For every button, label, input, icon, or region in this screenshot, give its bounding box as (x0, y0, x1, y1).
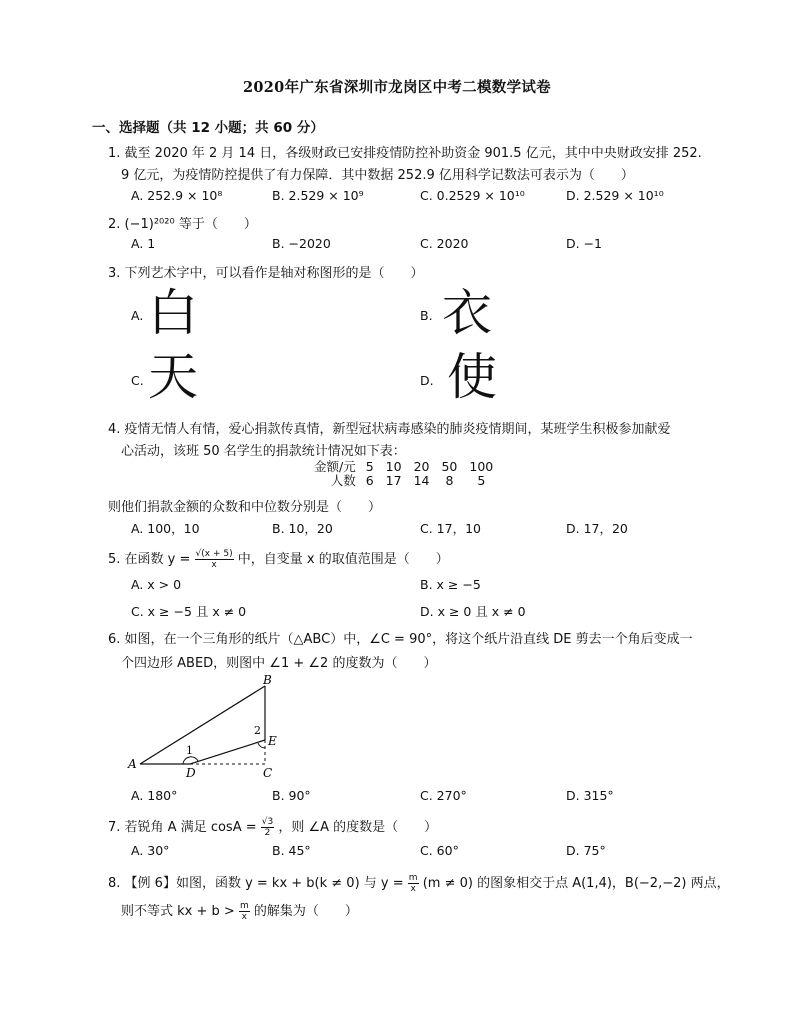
q3-label-d: D. (420, 373, 434, 388)
q4-line3: 则他们捐款金额的众数和中位数分别是（ ） (108, 500, 382, 515)
q5-line1 (108, 548, 449, 570)
q7-suffix: ，则 ∠A 的度数是（ ） (278, 820, 438, 835)
q8-frac1-num: m (408, 873, 418, 883)
q1-line1: 1. 截至 2020 年 2 月 14 日，各级财政已安排疫情防控补助资金 901.5 亿元，其中中央财政安排 252. (108, 146, 702, 161)
q1-option-a: A. 252.9 × 10⁸ (131, 188, 223, 203)
table-cell: 5 (365, 459, 374, 474)
q5-prefix: 5. 在函数 y = (108, 552, 191, 567)
angle-1-label: 1 (186, 744, 193, 757)
q6-option-c: C. 270° (420, 788, 467, 803)
q5-option-d: D. x ≥ 0 且 x ≠ 0 (420, 604, 526, 619)
q3-label-c: C. (131, 373, 144, 388)
q2-line1: 2. (−1)²⁰²⁰ 等于（ ） (108, 217, 257, 232)
q1-line2: 9 亿元，为疫情防控提供了有力保障．其中数据 252.9 亿用科学记数法可表示为（ ） (121, 168, 634, 183)
q1-option-b: B. 2.529 × 10⁹ (272, 188, 364, 203)
q7-option-c: C. 60° (420, 843, 459, 858)
q3-line1: 3. 下列艺术字中，可以看作是轴对称图形的是（ ） (108, 266, 424, 281)
section-heading: 一、选择题（共 12 小题；共 60 分） (92, 120, 324, 136)
q2-option-d: D. −1 (566, 236, 602, 251)
table-cell: 50 (441, 459, 458, 474)
table-row (308, 474, 499, 488)
q5-option-b: B. x ≥ −5 (420, 577, 481, 592)
table-cell: 20 (413, 459, 430, 474)
q4-line1: 4. 疫情无情人有情，爱心捐款传真情，新型冠状病毒感染的肺炎疫情期间，某班学生积极参加献爱 (108, 422, 671, 437)
table-cell: 10 (385, 459, 402, 474)
table-cell: 17 (385, 473, 402, 488)
q8-line1 (108, 872, 730, 894)
angle-2-label: 2 (254, 724, 261, 737)
table-cell: 5 (477, 473, 486, 488)
q6-line2: 个四边形 ABED，则图中 ∠1 + ∠2 的度数为（ ） (121, 656, 437, 671)
q6-line1: 6. 如图，在一个三角形的纸片（△ABC）中，∠C = 90°，将这个纸片沿直线 DE 剪去一个角后变成一 (108, 632, 693, 647)
q5-frac-den: x (211, 560, 217, 570)
q6-option-d: D. 315° (566, 788, 614, 803)
q3-char-a: 白 (148, 284, 198, 342)
q7-option-a: A. 30° (131, 843, 170, 858)
q1-option-c: C. 0.2529 × 10¹⁰ (420, 188, 525, 203)
q8-fraction-2 (239, 901, 250, 922)
q8-prefix: 8. 【例 6】如图，函数 y = kx + b(k ≠ 0) 与 y = (108, 876, 404, 891)
q2-option-a: A. 1 (131, 236, 156, 251)
q7-option-d: D. 75° (566, 843, 606, 858)
label-e: E (268, 734, 277, 748)
q7-frac-num: √3 (261, 817, 274, 827)
q2-option-b: B. −2020 (272, 236, 331, 251)
q4-option-a: A. 100，10 (131, 521, 200, 536)
q3-char-c: 天 (148, 348, 198, 406)
label-d: D (186, 766, 196, 780)
q8-middle: (m ≠ 0) 的图象相交于点 A(1,4)，B(−2,−2) 两点， (422, 876, 730, 891)
page-title: 2020年广东省深圳市龙岗区中考二模数学试卷 (243, 79, 551, 96)
table-cell: 6 (365, 473, 374, 488)
q3-char-b: 衣 (442, 284, 492, 342)
q5-option-a: A. x > 0 (131, 577, 182, 592)
donation-table (308, 460, 499, 488)
label-c: C (263, 766, 273, 780)
table-cell: 100 (469, 459, 494, 474)
q7-frac-den: 2 (264, 828, 271, 838)
q6-option-a: A. 180° (131, 788, 178, 803)
table-row (308, 460, 499, 474)
q4-option-d: D. 17，20 (566, 521, 628, 536)
q7-option-b: B. 45° (272, 843, 311, 858)
table-row-label: 金额/元 (314, 459, 356, 474)
q8-frac2-num: m (239, 901, 249, 911)
q7-prefix: 7. 若锐角 A 满足 cosA = (108, 820, 257, 835)
table-cell: 8 (445, 473, 454, 488)
q8-fraction-1 (408, 873, 419, 894)
triangle-figure (120, 670, 290, 782)
q2-option-c: C. 2020 (420, 236, 469, 251)
q8-line2-suffix: 的解集为（ ） (253, 904, 358, 919)
q4-line2: 心活动，该班 50 名学生的捐款统计情况如下表： (121, 444, 406, 459)
q3-char-d: 使 (447, 348, 497, 406)
q5-suffix: 中，自变量 x 的取值范围是（ ） (237, 552, 449, 567)
q8-line2 (121, 900, 358, 922)
q7-fraction (261, 817, 274, 838)
q7-line1 (108, 816, 437, 838)
q8-line2-prefix: 则不等式 kx + b > (121, 904, 235, 919)
q1-option-d: D. 2.529 × 10¹⁰ (566, 188, 664, 203)
q6-option-b: B. 90° (272, 788, 311, 803)
q5-frac-num: √(x + 5) (195, 549, 233, 559)
q3-label-a: A. (131, 308, 144, 323)
table-cell: 14 (413, 473, 430, 488)
table-row-label: 人数 (330, 473, 356, 488)
q8-frac1-den: x (410, 884, 416, 894)
q5-fraction (195, 549, 234, 570)
q5-option-c: C. x ≥ −5 且 x ≠ 0 (131, 604, 247, 619)
q4-option-c: C. 17，10 (420, 521, 481, 536)
q4-option-b: B. 10，20 (272, 521, 333, 536)
label-a: A (128, 757, 137, 771)
q3-label-b: B. (420, 308, 433, 323)
label-b: B (263, 673, 272, 687)
q8-frac2-den: x (241, 912, 247, 922)
